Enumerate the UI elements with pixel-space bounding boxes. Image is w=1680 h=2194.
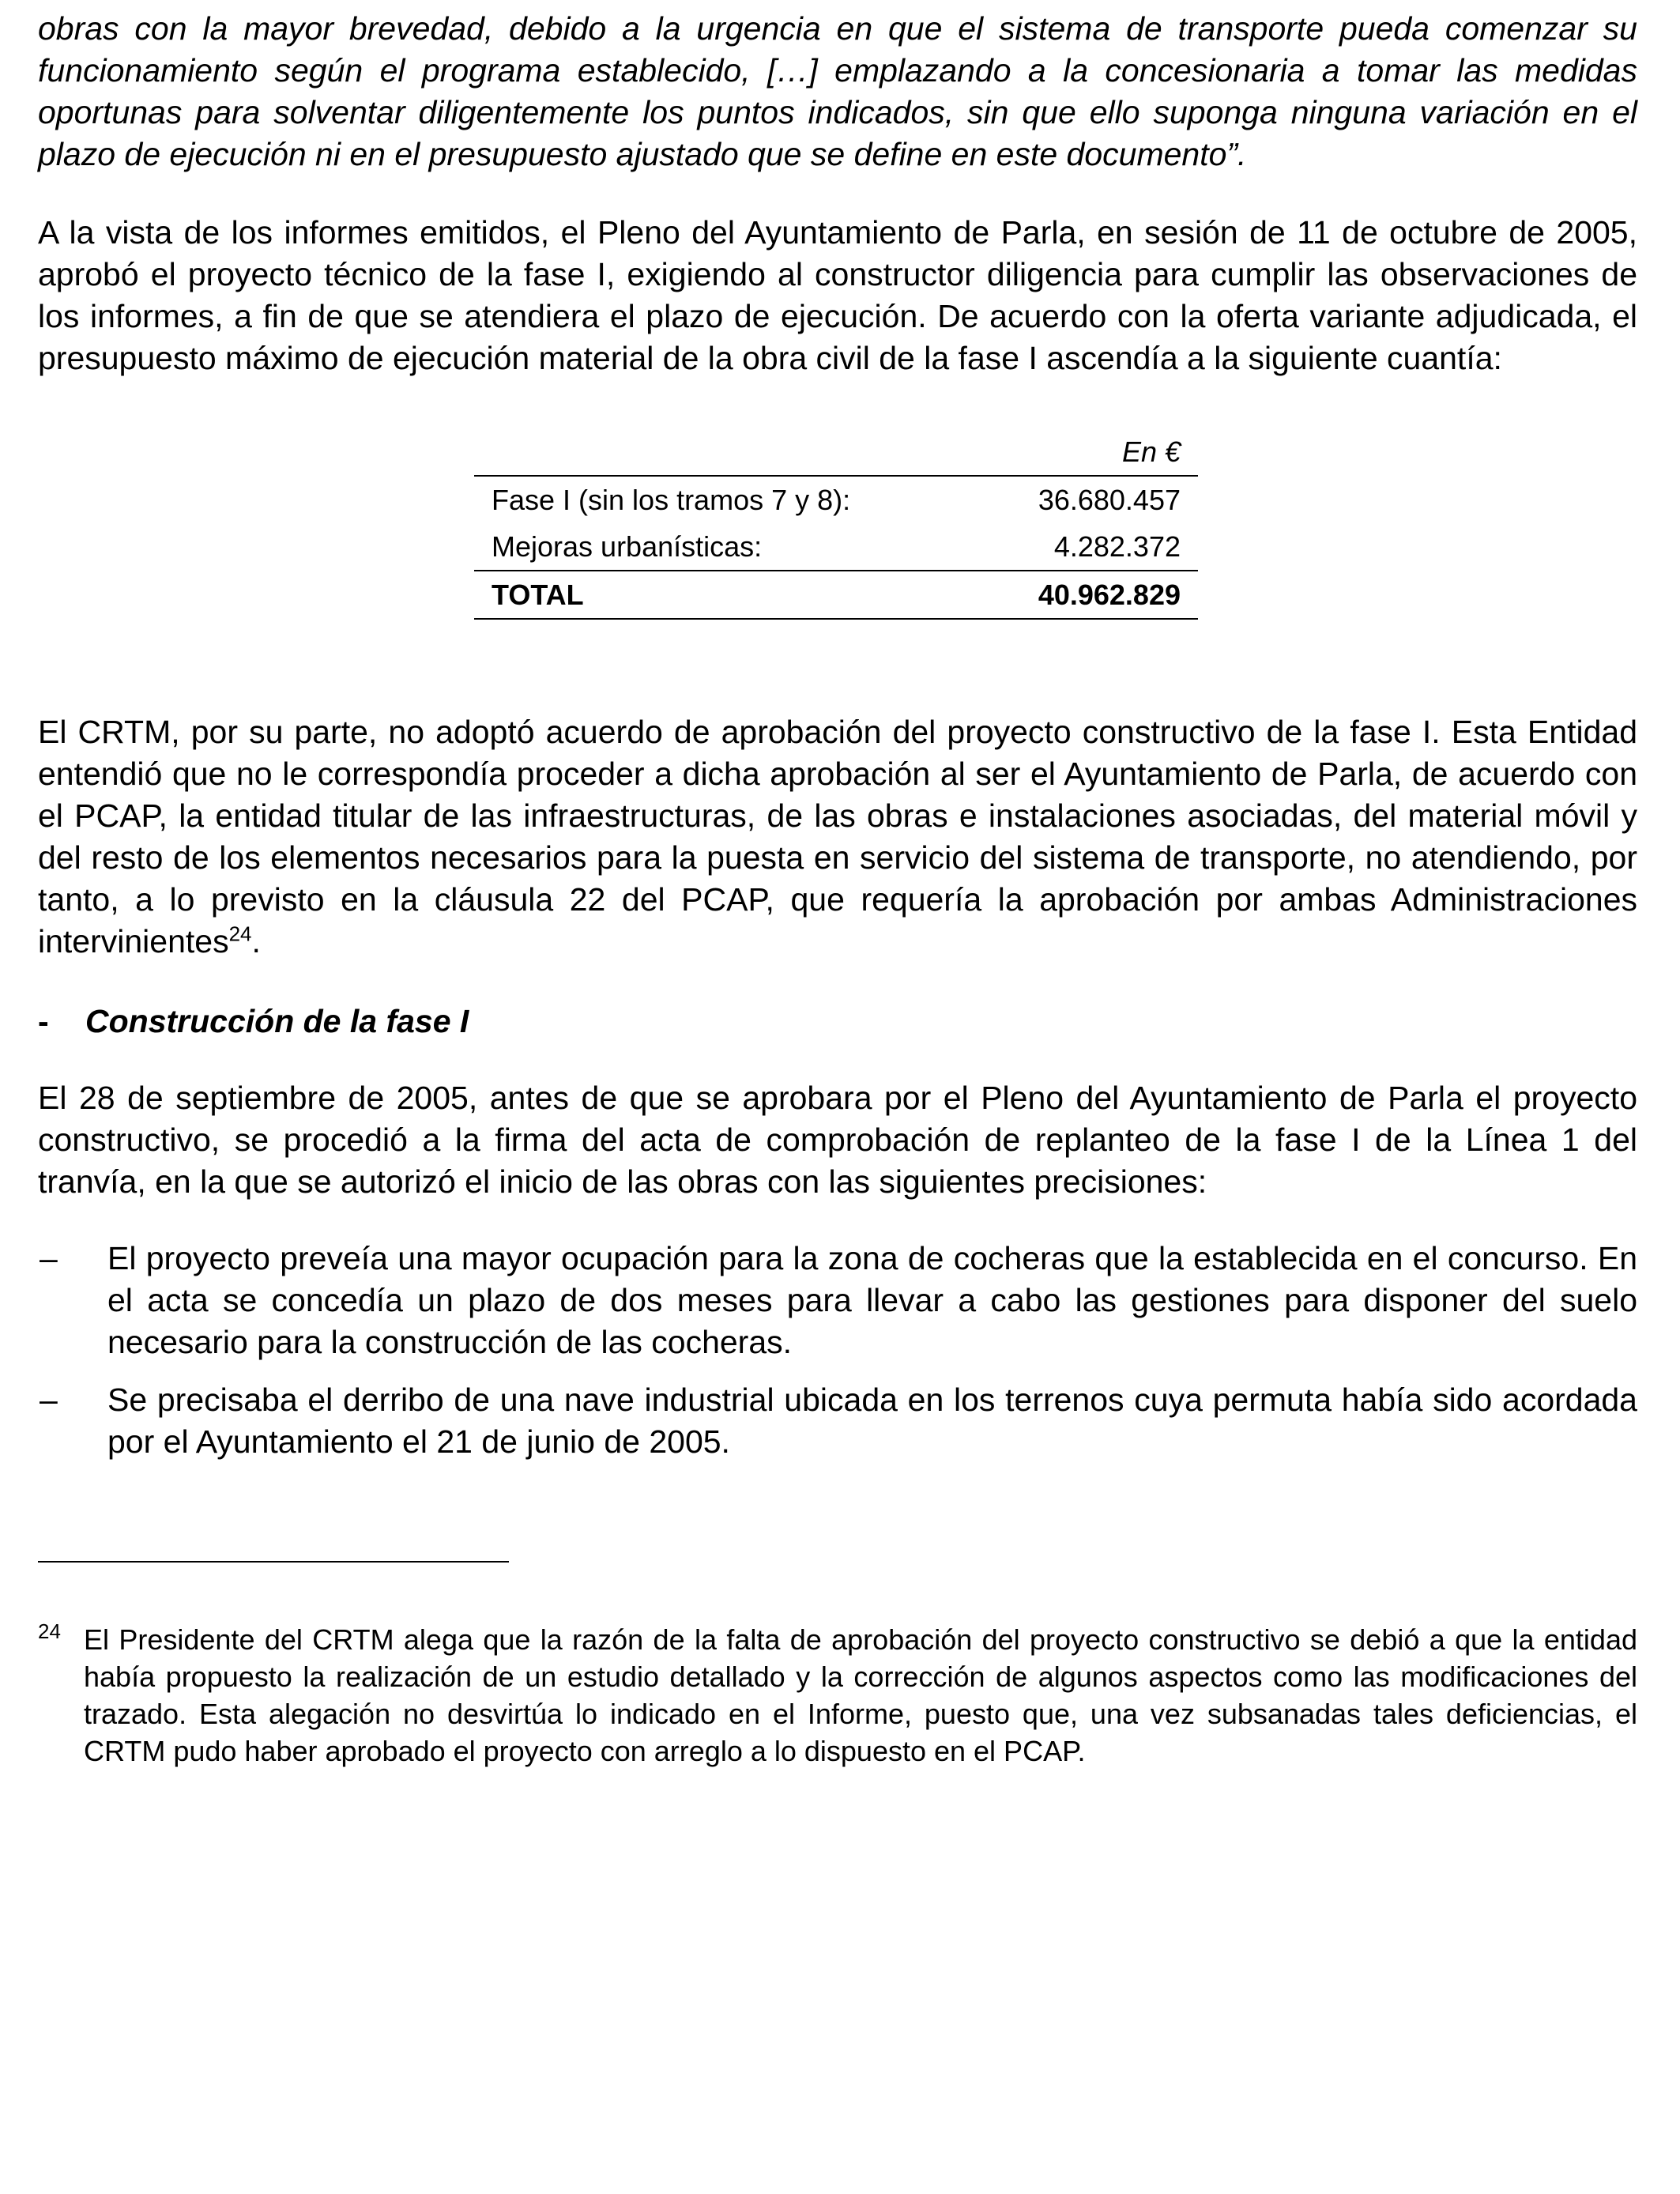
budget-table-container [474, 428, 1198, 620]
paragraph-crtm-end: . [251, 923, 261, 959]
row-value: 36.680.457 [1038, 483, 1181, 516]
footnote-reference[interactable]: 24 [228, 922, 252, 946]
footnote [38, 1621, 1637, 1770]
footnote-separator [38, 1561, 509, 1563]
row-value: 4.282.372 [1053, 530, 1181, 563]
budget-table [474, 428, 1198, 620]
list-item [38, 1238, 1637, 1363]
footnote-text: El Presidente del CRTM alega que la razón de la falta de aprobación del proyecto constructivo se debió a que la entidad había propuesto la realización de un estudio detallado y la corrección de algunos aspectos como las modificaciones del trazado. Esta alegación no desvirtúa lo indicado en el Informe, puesto que, una vez subsanadas tales deficiencias, el CRTM pudo haber aprobado el proyecto con arreglo a lo dispuesto en el PCAP. [84, 1623, 1637, 1767]
quoted-paragraph: obras con la mayor brevedad, debido a la urgencia en que el sistema de transporte pueda comenzar su funcionamiento según el programa establecido, […] emplazando a la concesionaria a tomar las medidas oportunas para solventar diligentemente los puntos indicados, sin que ello suponga ninguna variación en el plazo de ejecución ni en el presupuesto ajustado que se define en este documento”. [38, 10, 1637, 172]
section-title: Construcción de la fase I [85, 1003, 469, 1039]
list-item-text: Se precisaba el derribo de una nave industrial ubicada en los terrenos cuya permuta había sido acordada por el Ayuntamiento el 21 de junio de 2005. [107, 1382, 1637, 1460]
currency-unit-label: En € [974, 428, 1198, 476]
paragraph-crtm-text: El CRTM, por su parte, no adoptó acuerdo de aprobación del proyecto constructivo de la fase I. Esta Entidad entendió que no le correspondía proceder a dicha aprobación al ser el Ayuntamiento de Parla, de acuerdo con el PCAP, la entidad titular de las infraestructuras, de las obras e instalaciones asociadas, del material móvil y del resto de los elementos necesarios para la puesta en servicio del sistema de transporte, no atendiendo, por tanto, a lo previsto en la cláusula 22 del PCAP, que requería la aprobación por ambas Administraciones intervinientes [38, 714, 1637, 959]
total-label: TOTAL [474, 571, 974, 619]
section-dash: - [38, 1003, 49, 1039]
table-row [474, 476, 1198, 523]
section-heading [38, 1001, 1637, 1042]
footnote-number: 24 [38, 1619, 61, 1643]
paragraph-crtm [38, 711, 1637, 963]
paragraph-pleno-approval: A la vista de los informes emitidos, el Pleno del Ayuntamiento de Parla, en sesión de 11 de octubre de 2005, aprobó el proyecto técnico de la fase I, exigiendo al constructor diligencia para cumplir las observaciones de los informes, a fin de que se atendiera el plazo de ejecución. De acuerdo con la oferta variante adjudicada, el presupuesto máximo de ejecución material de la obra civil de la fase I ascendía a la siguiente cuantía: [38, 214, 1637, 376]
header-empty-cell [474, 428, 974, 476]
document-page [38, 8, 1637, 1770]
table-header-row [474, 428, 1198, 476]
bullet-list [38, 1238, 1637, 1463]
list-item-text: El proyecto preveía una mayor ocupación para la zona de cocheras que la establecida en el concurso. En el acta se concedía un plazo de dos meses para llevar a cabo las gestiones para disponer del suelo necesario para la construcción de las cocheras. [107, 1240, 1637, 1360]
bullet-dash: – [40, 1382, 58, 1418]
table-total-row [474, 571, 1198, 619]
total-value: 40.962.829 [974, 571, 1198, 619]
paragraph-replanteo: El 28 de septiembre de 2005, antes de que se aprobara por el Pleno del Ayuntamiento de Parla el proyecto constructivo, se procedió a la firma del acta de comprobación de replanteo de la fase I de la Línea 1 del tranvía, en la que se autorizó el inicio de las obras con las siguientes precisiones: [38, 1080, 1637, 1200]
bullet-dash: – [40, 1240, 58, 1276]
list-item [38, 1379, 1637, 1463]
table-row [474, 523, 1198, 571]
row-label: Fase I (sin los tramos 7 y 8): [492, 483, 851, 516]
row-label: Mejoras urbanísticas: [492, 530, 763, 563]
